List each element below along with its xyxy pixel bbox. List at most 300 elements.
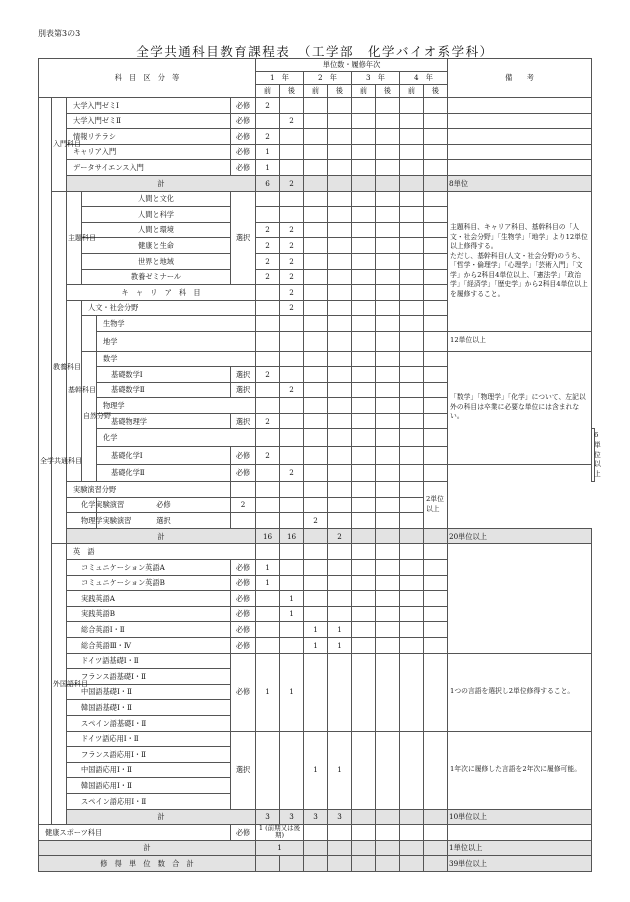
unit-cell bbox=[400, 382, 424, 398]
unit-cell bbox=[304, 606, 328, 622]
unit-cell bbox=[231, 482, 256, 498]
requirement: 必修 bbox=[231, 653, 256, 731]
unit-cell bbox=[424, 446, 448, 464]
unit-cell: 2 bbox=[280, 285, 304, 301]
total-unit bbox=[424, 175, 448, 191]
unit-cell bbox=[352, 398, 376, 414]
unit-cell bbox=[376, 129, 400, 145]
subject-name: 基礎物理学 bbox=[97, 413, 231, 429]
unit-cell bbox=[376, 300, 400, 316]
unit-cell bbox=[328, 160, 352, 176]
unit-cell bbox=[400, 269, 424, 285]
unit-cell bbox=[328, 129, 352, 145]
unit-cell bbox=[376, 653, 400, 731]
unit-cell bbox=[280, 429, 304, 447]
foreign-total-label: 計 bbox=[67, 809, 256, 825]
total-unit: 3 bbox=[256, 809, 280, 825]
unit-cell bbox=[256, 331, 280, 351]
unit-cell bbox=[328, 253, 352, 269]
unit-cell bbox=[256, 351, 280, 367]
unit-cell bbox=[424, 560, 448, 576]
subject-name: 情報リテラシ bbox=[67, 129, 231, 145]
requirement: 必修 bbox=[231, 637, 256, 653]
subject-name: 基礎数学Ⅱ bbox=[97, 382, 231, 398]
unit-cell bbox=[424, 382, 448, 398]
header-term: 後 bbox=[280, 85, 304, 98]
total-unit bbox=[400, 809, 424, 825]
thematic-subject: 人間と環境 bbox=[82, 222, 231, 238]
unit-cell bbox=[400, 98, 424, 114]
biology-subject: 生物学 bbox=[97, 316, 256, 332]
total-unit bbox=[400, 175, 424, 191]
unit-cell bbox=[400, 513, 424, 529]
unit-cell bbox=[328, 351, 352, 367]
group-foreign: 外国語科目 bbox=[52, 544, 67, 825]
language-subject: 韓国語応用Ⅰ・Ⅱ bbox=[67, 778, 231, 794]
subject-name: 実践英語B bbox=[67, 606, 231, 622]
unit-cell bbox=[400, 316, 424, 332]
unit-cell bbox=[304, 429, 328, 447]
unit-cell bbox=[424, 253, 448, 269]
unit-cell bbox=[304, 331, 328, 351]
unit-cell bbox=[424, 575, 448, 591]
subject-name: 大学入門ゼミⅠ bbox=[67, 98, 231, 114]
language-subject: ドイツ語応用Ⅰ・Ⅱ bbox=[67, 731, 231, 747]
unit-cell bbox=[400, 560, 424, 576]
unit-cell bbox=[424, 285, 448, 301]
unit-cell bbox=[256, 482, 280, 498]
unit-cell bbox=[376, 497, 400, 513]
subject-name: 化学実験演習 bbox=[67, 497, 97, 513]
language-subject: スペイン語応用Ⅰ・Ⅱ bbox=[67, 793, 231, 809]
group-intro: 入門科目 bbox=[52, 98, 67, 192]
health-subject: 健康スポーツ科目 bbox=[39, 825, 231, 841]
language-subject: フランス語基礎Ⅰ・Ⅱ bbox=[67, 669, 231, 685]
unit-cell bbox=[400, 637, 424, 653]
total-unit bbox=[400, 528, 424, 544]
unit-cell bbox=[256, 606, 280, 622]
unit-cell bbox=[400, 285, 424, 301]
unit-cell bbox=[280, 622, 304, 638]
unit-cell bbox=[304, 222, 328, 238]
unit-cell bbox=[280, 856, 304, 872]
unit-cell bbox=[304, 113, 328, 129]
remark-cell bbox=[448, 825, 592, 841]
health-total-unit: 1 bbox=[256, 840, 304, 856]
unit-cell bbox=[256, 637, 280, 653]
page-title: 全学共通科目教育課程表 （工学部 化学バイオ系学科） bbox=[136, 44, 494, 59]
unit-cell: 1 bbox=[328, 622, 352, 638]
thematic-subject: 世界と地域 bbox=[82, 253, 231, 269]
unit-cell bbox=[376, 637, 400, 653]
spacer-cell bbox=[82, 316, 97, 351]
group-basic: 基幹科目 bbox=[67, 300, 82, 481]
unit-cell bbox=[304, 300, 328, 316]
requirement: 必修 bbox=[231, 129, 256, 145]
unit-cell bbox=[256, 622, 280, 638]
unit-cell bbox=[304, 351, 328, 367]
unit-cell bbox=[400, 606, 424, 622]
header-term: 後 bbox=[328, 85, 352, 98]
unit-cell bbox=[280, 544, 304, 560]
unit-cell bbox=[304, 825, 328, 841]
unit-cell bbox=[400, 238, 424, 254]
requirement: 必修 bbox=[231, 575, 256, 591]
grand-total-label: 修 得 単 位 数 合 計 bbox=[39, 856, 256, 872]
unit-cell bbox=[424, 429, 448, 447]
unit-cell: 1 bbox=[280, 653, 304, 731]
remark-cell bbox=[448, 544, 592, 653]
unit-cell bbox=[328, 429, 352, 447]
unit-cell bbox=[352, 464, 376, 482]
unit-cell bbox=[280, 98, 304, 114]
requirement: 選択 bbox=[231, 731, 256, 809]
geology-subject: 地学 bbox=[97, 331, 256, 351]
unit-cell bbox=[400, 191, 424, 207]
unit-cell: 1 bbox=[256, 144, 280, 160]
unit-cell bbox=[400, 464, 424, 482]
header-term: 前 bbox=[352, 85, 376, 98]
curriculum-table bbox=[38, 58, 601, 872]
unit-cell bbox=[328, 238, 352, 254]
unit-cell bbox=[424, 238, 448, 254]
subject-name: 基礎化学Ⅰ bbox=[97, 446, 231, 464]
total-unit: 2 bbox=[280, 175, 304, 191]
unit-cell bbox=[376, 513, 400, 529]
unit-cell bbox=[352, 331, 376, 351]
liberal-total-note: 20単位以上 bbox=[448, 528, 592, 544]
language-subject: 韓国語基礎Ⅰ・Ⅱ bbox=[67, 700, 231, 716]
unit-cell bbox=[376, 316, 400, 332]
unit-cell bbox=[376, 238, 400, 254]
unit-cell bbox=[280, 144, 304, 160]
unit-cell bbox=[328, 591, 352, 607]
requirement: 必修 bbox=[231, 825, 256, 841]
unit-cell bbox=[424, 129, 448, 145]
unit-cell bbox=[352, 300, 376, 316]
subject-name: 物理学実験演習 bbox=[67, 513, 97, 529]
unit-cell bbox=[328, 446, 352, 464]
unit-cell bbox=[376, 222, 400, 238]
total-unit: 2 bbox=[328, 528, 352, 544]
unit-cell bbox=[328, 464, 352, 482]
unit-cell: 2 bbox=[256, 253, 280, 269]
unit-cell bbox=[256, 513, 280, 529]
unit-cell bbox=[328, 144, 352, 160]
unit-cell bbox=[328, 269, 352, 285]
total-unit bbox=[328, 175, 352, 191]
liberal-note bbox=[448, 191, 592, 331]
unit-cell bbox=[352, 840, 376, 856]
unit-cell bbox=[424, 160, 448, 176]
unit-cell bbox=[424, 269, 448, 285]
unit-cell: 1 bbox=[328, 637, 352, 653]
header-term: 後 bbox=[376, 85, 400, 98]
language-subject: フランス語応用Ⅰ・Ⅱ bbox=[67, 747, 231, 763]
unit-cell bbox=[280, 351, 304, 367]
subject-name: コミュニケーション英語B bbox=[67, 575, 231, 591]
unit-cell bbox=[352, 351, 376, 367]
unit-cell bbox=[400, 482, 424, 498]
unit-cell bbox=[256, 856, 280, 872]
requirement: 必修 bbox=[231, 98, 256, 114]
unit-cell bbox=[280, 482, 304, 498]
unit-cell bbox=[424, 144, 448, 160]
remark-cell bbox=[448, 98, 592, 114]
liberal-note-text: 主題科目、キャリア科目、基幹科目の「人文・社会分野」「生物学」「地学」より12単位以上修得する。 ただし、基幹科目(人文・社会分野)のうち、「哲学・倫理学」「心理学」「芸術入門」「文学」から2科目4単位以上、「憲法学」「政治学」「経済学」「歴史学」から2科目4単位以上を履修すること。 bbox=[450, 223, 588, 298]
unit-cell bbox=[424, 222, 448, 238]
grand-total-note: 39単位以上 bbox=[448, 856, 592, 872]
unit-cell bbox=[256, 191, 280, 207]
unit-cell: 2 bbox=[280, 300, 304, 316]
total-unit bbox=[304, 528, 328, 544]
unit-cell bbox=[424, 300, 448, 316]
unit-cell: 1 bbox=[304, 637, 328, 653]
unit-cell bbox=[352, 497, 376, 513]
unit-cell bbox=[328, 191, 352, 207]
natural-note: 「数学」「物理学」「化学」について、左記以外の科目は卒業に必要な単位には含まれない。 bbox=[448, 351, 592, 464]
total-unit bbox=[304, 175, 328, 191]
unit-cell bbox=[352, 856, 376, 872]
total-unit bbox=[352, 528, 376, 544]
chemistry-field: 化学 bbox=[97, 429, 256, 447]
unit-cell bbox=[256, 300, 280, 316]
unit-cell bbox=[424, 398, 448, 414]
unit-cell bbox=[424, 113, 448, 129]
thematic-subject: 人間と科学 bbox=[82, 207, 231, 223]
language-subject: 中国語応用Ⅰ・Ⅱ bbox=[67, 762, 231, 778]
unit-cell bbox=[256, 285, 280, 301]
unit-cell bbox=[256, 207, 280, 223]
unit-cell bbox=[424, 413, 448, 429]
unit-cell bbox=[376, 382, 400, 398]
unit-cell bbox=[352, 731, 376, 809]
unit-cell bbox=[328, 331, 352, 351]
unit-cell bbox=[328, 222, 352, 238]
unit-cell bbox=[352, 825, 376, 841]
unit-cell bbox=[400, 544, 424, 560]
unit-cell bbox=[424, 207, 448, 223]
unit-cell bbox=[400, 575, 424, 591]
unit-cell bbox=[352, 129, 376, 145]
unit-cell bbox=[424, 367, 448, 383]
unit-cell bbox=[256, 591, 280, 607]
unit-cell: 2 bbox=[256, 98, 280, 114]
unit-cell bbox=[304, 382, 328, 398]
unit-cell bbox=[280, 413, 304, 429]
unit-cell bbox=[328, 482, 352, 498]
requirement: 必修 bbox=[231, 160, 256, 176]
group-all: 全学共通科目 bbox=[39, 98, 52, 825]
requirement: 必修 bbox=[231, 622, 256, 638]
unit-cell bbox=[352, 144, 376, 160]
unit-cell bbox=[328, 653, 352, 731]
unit-cell bbox=[376, 560, 400, 576]
unit-cell bbox=[304, 285, 328, 301]
unit-cell: 2 bbox=[256, 446, 280, 464]
unit-cell bbox=[376, 446, 400, 464]
unit-cell bbox=[424, 622, 448, 638]
unit-cell bbox=[328, 207, 352, 223]
unit-cell bbox=[304, 398, 328, 414]
total-unit: 3 bbox=[328, 809, 352, 825]
requirement: 必修 bbox=[231, 591, 256, 607]
unit-cell bbox=[304, 160, 328, 176]
unit-cell bbox=[424, 464, 448, 482]
subject-name: 総合英語Ⅰ・Ⅱ bbox=[67, 622, 231, 638]
unit-cell bbox=[424, 331, 448, 351]
unit-cell bbox=[280, 575, 304, 591]
unit-cell bbox=[400, 113, 424, 129]
unit-cell bbox=[400, 429, 424, 447]
remark-cell bbox=[448, 144, 592, 160]
unit-cell bbox=[376, 413, 400, 429]
foreign-total-note: 10単位以上 bbox=[448, 809, 592, 825]
unit-cell bbox=[400, 413, 424, 429]
unit-cell bbox=[280, 398, 304, 414]
unit-cell bbox=[328, 300, 352, 316]
unit-cell bbox=[376, 331, 400, 351]
total-unit bbox=[376, 528, 400, 544]
unit-cell bbox=[400, 591, 424, 607]
unit-cell bbox=[352, 413, 376, 429]
unit-cell bbox=[280, 446, 304, 464]
unit-cell bbox=[352, 575, 376, 591]
unit-cell bbox=[328, 316, 352, 332]
subject-name: キャリア入門 bbox=[67, 144, 231, 160]
unit-cell: 2 bbox=[280, 382, 304, 398]
unit-cell bbox=[304, 575, 328, 591]
subject-name: 基礎化学Ⅱ bbox=[97, 464, 231, 482]
total-unit: 3 bbox=[280, 809, 304, 825]
humanities-field: 人文・社会分野 bbox=[82, 300, 256, 316]
unit-cell bbox=[280, 191, 304, 207]
unit-cell bbox=[376, 606, 400, 622]
unit-cell bbox=[280, 316, 304, 332]
unit-cell bbox=[304, 129, 328, 145]
requirement: 必修 bbox=[231, 446, 256, 464]
unit-cell: 2 bbox=[280, 464, 304, 482]
basic_lang-note: 1つの言語を選択し2単位修得すること。 bbox=[448, 653, 592, 731]
unit-cell bbox=[304, 482, 328, 498]
group-thematic: 主題科目 bbox=[67, 191, 82, 285]
unit-cell bbox=[304, 207, 328, 223]
subject-name: 基礎数学Ⅰ bbox=[97, 367, 231, 383]
unit-cell bbox=[280, 367, 304, 383]
unit-cell bbox=[328, 98, 352, 114]
unit-cell bbox=[352, 606, 376, 622]
unit-cell bbox=[328, 382, 352, 398]
unit-cell bbox=[352, 560, 376, 576]
unit-cell bbox=[400, 731, 424, 809]
subject-name: 大学入門ゼミⅡ bbox=[67, 113, 231, 129]
unit-cell bbox=[304, 253, 328, 269]
header-term: 後 bbox=[424, 85, 448, 98]
unit-cell bbox=[376, 544, 400, 560]
health-total-note: 1単位以上 bbox=[448, 840, 592, 856]
unit-cell bbox=[328, 544, 352, 560]
unit-cell bbox=[304, 560, 328, 576]
header-term: 前 bbox=[304, 85, 328, 98]
unit-cell bbox=[352, 446, 376, 464]
unit-cell bbox=[256, 398, 280, 414]
header-year: 3 年 bbox=[352, 72, 400, 85]
unit-cell bbox=[256, 382, 280, 398]
unit-cell bbox=[328, 575, 352, 591]
unit-cell bbox=[304, 653, 328, 731]
unit-cell bbox=[352, 591, 376, 607]
unit-cell bbox=[328, 606, 352, 622]
header-remarks: 備 考 bbox=[448, 59, 592, 98]
unit-cell bbox=[424, 840, 448, 856]
english-field: 英 語 bbox=[67, 544, 256, 560]
unit-cell bbox=[376, 429, 400, 447]
unit-cell bbox=[352, 316, 376, 332]
unit-cell bbox=[280, 207, 304, 223]
subject-name: 総合英語Ⅲ・Ⅳ bbox=[67, 637, 231, 653]
unit-cell bbox=[376, 207, 400, 223]
requirement: 必修 bbox=[231, 606, 256, 622]
header-year: 2 年 bbox=[304, 72, 352, 85]
unit-cell bbox=[424, 606, 448, 622]
header-year: 1 年 bbox=[256, 72, 304, 85]
unit-cell bbox=[400, 622, 424, 638]
unit-cell bbox=[424, 591, 448, 607]
unit-cell bbox=[304, 367, 328, 383]
unit-cell: 2 bbox=[280, 269, 304, 285]
total-unit bbox=[424, 528, 448, 544]
unit-cell bbox=[328, 413, 352, 429]
unit-cell bbox=[328, 560, 352, 576]
unit-cell bbox=[376, 191, 400, 207]
unit-cell bbox=[304, 316, 328, 332]
unit-cell bbox=[304, 238, 328, 254]
total-unit: 3 bbox=[304, 809, 328, 825]
unit-cell bbox=[376, 144, 400, 160]
language-subject: ドイツ語基礎Ⅰ・Ⅱ bbox=[67, 653, 231, 669]
unit-cell bbox=[424, 825, 448, 841]
total-unit: 6 bbox=[256, 175, 280, 191]
requirement: 必修 bbox=[231, 144, 256, 160]
unit-cell: 2 bbox=[256, 367, 280, 383]
unit-cell: 1 bbox=[256, 160, 280, 176]
unit-cell bbox=[400, 222, 424, 238]
unit-cell bbox=[400, 398, 424, 414]
unit-cell: 1 bbox=[256, 575, 280, 591]
unit-cell bbox=[424, 351, 448, 367]
unit-cell bbox=[376, 98, 400, 114]
group-liberal: 教養科目 bbox=[52, 191, 67, 544]
unit-cell bbox=[304, 191, 328, 207]
unit-cell bbox=[304, 856, 328, 872]
unit-cell bbox=[376, 464, 400, 482]
unit-cell bbox=[424, 731, 448, 809]
intro-total-note: 8単位 bbox=[448, 175, 592, 191]
unit-cell bbox=[304, 98, 328, 114]
unit-cell bbox=[256, 497, 280, 513]
unit-cell bbox=[376, 591, 400, 607]
unit-cell bbox=[376, 825, 400, 841]
unit-cell bbox=[328, 825, 352, 841]
unit-cell bbox=[256, 316, 280, 332]
total-unit bbox=[352, 175, 376, 191]
requirement: 選択 bbox=[231, 413, 256, 429]
requirement: 必修 bbox=[231, 464, 256, 482]
unit-cell bbox=[400, 300, 424, 316]
unit-cell bbox=[400, 144, 424, 160]
requirement: 必修 bbox=[97, 497, 231, 513]
unit-cell bbox=[280, 160, 304, 176]
